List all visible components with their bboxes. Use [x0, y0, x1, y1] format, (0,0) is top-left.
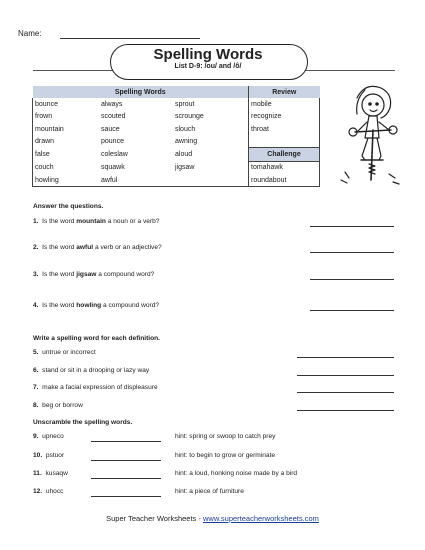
word-cell: awning	[173, 135, 249, 148]
word-cell: sauce	[101, 125, 120, 133]
answer-line[interactable]	[297, 375, 394, 376]
word-cell: slouch	[173, 123, 249, 135]
question-keyword: mountain	[76, 218, 106, 225]
girl-on-pogo-stick-illustration	[335, 80, 405, 195]
answer-line[interactable]	[297, 357, 394, 358]
question-text: a noun or a verb?	[105, 218, 160, 225]
word-cell: always	[101, 100, 123, 108]
definition-number: 7.	[33, 384, 39, 391]
definition-item	[33, 367, 149, 374]
hint-text: hint: to begin to grow or germinate	[175, 452, 276, 459]
word-table-row	[33, 161, 320, 174]
answer-line[interactable]	[297, 392, 394, 393]
word-cell: drawn	[33, 135, 100, 148]
challenge-header: Challenge	[249, 148, 320, 161]
hint-text: hint: a loud, honking noise made by a bird	[175, 470, 298, 477]
unscramble-number: 10.	[33, 452, 43, 459]
word-cell: scrounge	[173, 111, 249, 123]
word-cell: roundabout	[249, 174, 320, 187]
answer-line[interactable]	[91, 460, 161, 461]
question-text: a verb or an adjective?	[93, 244, 162, 251]
footer-text: Super Teacher Worksheets -	[106, 514, 203, 523]
question-text: Is the word	[42, 271, 77, 278]
word-cell: false	[33, 148, 100, 161]
question-number: 1.	[33, 218, 39, 225]
question-text: a compound word?	[96, 271, 155, 278]
answer-line[interactable]	[310, 310, 394, 311]
section-heading-definitions: Write a spelling word for each definition.	[33, 335, 161, 342]
scrambled-word: upneco	[42, 433, 64, 440]
question-number: 3.	[33, 271, 39, 278]
page-title: Spelling Words	[153, 46, 263, 63]
question-text: Is the word	[42, 302, 77, 309]
answer-line[interactable]	[91, 496, 161, 497]
question-number: 4.	[33, 302, 39, 309]
word-cell: recognize	[249, 111, 320, 123]
word-cell: tomahawk	[249, 161, 320, 174]
question-keyword: awful	[76, 244, 94, 251]
question-text: Is the word	[42, 244, 77, 251]
question-item	[33, 244, 162, 251]
word-cell: sprout	[173, 98, 249, 110]
scrambled-word: uhocc	[45, 488, 64, 495]
question-keyword: jigsaw	[76, 271, 97, 278]
word-cell: bounce	[33, 98, 100, 110]
word-cell	[249, 135, 320, 148]
word-table	[32, 86, 320, 187]
spelling-words-header: Spelling Words	[33, 86, 249, 98]
answer-line[interactable]	[91, 478, 161, 479]
word-cell: throat	[249, 123, 320, 135]
hint-text: hint: spring or swoop to catch prey	[175, 433, 276, 440]
definition-text: beg or borrow	[42, 402, 83, 409]
word-cell: jigsaw	[173, 161, 249, 174]
section-heading-unscramble: Unscramble the spelling words.	[33, 419, 133, 426]
word-cell: scouted	[101, 113, 126, 121]
definition-item	[33, 384, 158, 391]
question-item	[33, 302, 159, 309]
word-table-row	[33, 123, 320, 135]
definition-text: make a facial expression of displeasure	[42, 384, 158, 391]
word-cell: pounce	[101, 138, 124, 146]
word-cell: couch	[33, 161, 100, 174]
section-heading-questions: Answer the questions.	[33, 203, 104, 210]
unscramble-number: 11.	[33, 470, 42, 477]
scrambled-word: kusaqw	[45, 470, 68, 477]
question-text: a compound word?	[101, 302, 160, 309]
answer-line[interactable]	[310, 226, 394, 227]
word-cell: squawk	[101, 164, 125, 172]
question-keyword: howling	[76, 302, 102, 309]
definition-text: stand or sit in a drooping or lazy way	[42, 367, 150, 374]
word-cell: coleslaw	[101, 151, 128, 159]
definition-item	[33, 349, 96, 356]
unscramble-number: 12.	[33, 488, 43, 495]
definition-number: 6.	[33, 367, 39, 374]
answer-line[interactable]	[91, 441, 161, 442]
word-cell: mobile	[249, 98, 320, 110]
unscramble-item	[33, 452, 64, 459]
word-cell: aloud	[173, 148, 249, 161]
name-label: Name:	[18, 29, 42, 38]
footer	[0, 514, 425, 523]
word-cell: frown	[33, 111, 100, 123]
unscramble-item	[33, 433, 64, 440]
word-table-row	[33, 148, 320, 161]
scrambled-word: pstuor	[45, 452, 65, 459]
unscramble-number: 9.	[33, 433, 39, 440]
answer-line[interactable]	[297, 410, 394, 411]
unscramble-item	[33, 488, 63, 495]
word-table-row	[33, 135, 320, 148]
question-text: Is the word	[42, 218, 77, 225]
unscramble-item	[33, 470, 68, 477]
review-header: Review	[249, 86, 320, 98]
answer-line[interactable]	[310, 279, 394, 280]
question-item	[33, 218, 159, 225]
definition-item	[33, 402, 83, 409]
word-cell: howling	[33, 174, 100, 187]
definition-number: 5.	[33, 349, 39, 356]
definition-text: untrue or incorrect	[42, 349, 96, 356]
word-cell: mountain	[33, 123, 100, 135]
word-table-row	[33, 98, 320, 110]
word-cell: awful	[99, 174, 173, 187]
answer-line[interactable]	[310, 252, 394, 253]
question-item	[33, 271, 154, 278]
question-number: 2.	[33, 244, 39, 251]
word-cell	[173, 174, 249, 187]
word-table-row	[33, 111, 320, 123]
page-subtitle: List D-9: /ou/ and /ô/	[174, 63, 242, 70]
word-table-row	[33, 174, 320, 187]
hint-text: hint: a piece of furniture	[175, 488, 244, 495]
name-field[interactable]	[60, 38, 200, 39]
definition-number: 8.	[33, 402, 39, 409]
footer-link[interactable]: www.superteacherworksheets.com	[202, 514, 319, 523]
